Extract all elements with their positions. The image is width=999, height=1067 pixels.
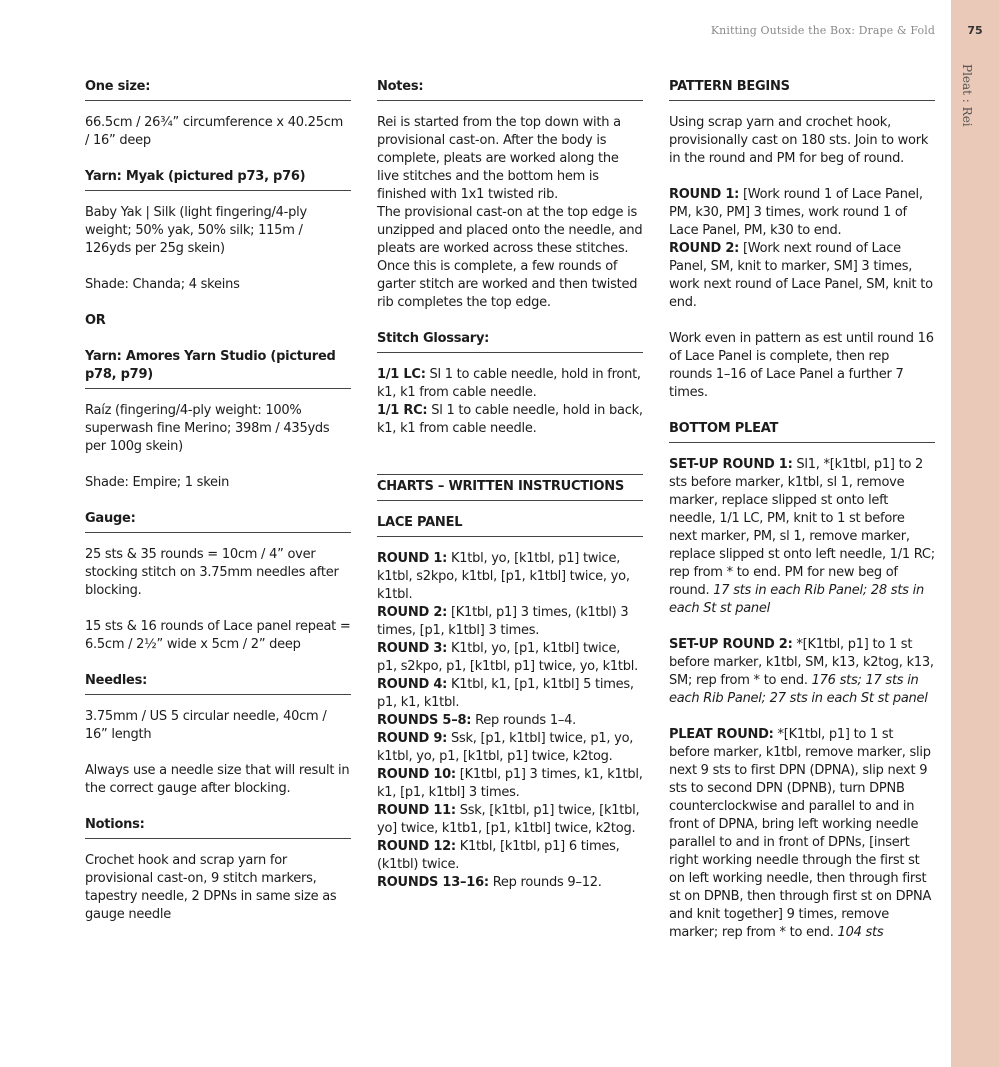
round-text: Rep rounds 1–4. xyxy=(471,713,577,728)
round-label: ROUND 2: xyxy=(377,605,448,620)
needles-text-1: 3.75mm / US 5 circular needle, 40cm / 16” length xyxy=(85,709,327,742)
side-tab xyxy=(951,0,999,1067)
round-text: Rep rounds 9–12. xyxy=(488,875,602,890)
round-label: ROUND 9: xyxy=(377,731,448,746)
round-instruction xyxy=(377,802,643,838)
round-label: PLEAT ROUND: xyxy=(669,727,774,742)
round-label: ROUND 1: xyxy=(377,551,448,566)
glossary-item xyxy=(377,402,643,438)
lace-panel-heading: LACE PANEL xyxy=(377,514,643,537)
setup-round-2 xyxy=(669,636,935,708)
gauge-text-2: 15 sts & 16 rounds of Lace panel repeat = 6.5cm / 2½” wide x 5cm / 2” deep xyxy=(85,619,351,652)
glossary-term: 1/1 RC: xyxy=(377,403,428,418)
round-text: K1tbl, yo, [p1, k1tbl] twice, p1, s2kpo, p1, [k1tbl, p1] twice, yo, k1tbl. xyxy=(377,641,638,674)
stitch-count: 17 sts in each Rib Panel; 28 sts in each St st panel xyxy=(669,583,924,616)
round-instruction xyxy=(377,640,643,676)
glossary-definition: Sl 1 to cable needle, hold in front, k1, k1 from cable needle. xyxy=(377,367,641,400)
round-instruction xyxy=(669,240,935,312)
running-head: Knitting Outside the Box: Drape & Fold xyxy=(710,24,935,37)
yarn2-text: Raíz (fingering/4-ply weight: 100% superwash fine Merino; 398m / 435yds per 100g skein) xyxy=(85,403,330,454)
round-label: ROUND 1: xyxy=(669,187,740,202)
round-instruction xyxy=(377,766,643,802)
round-label: ROUND 10: xyxy=(377,767,456,782)
round-text: [K1tbl, p1] 3 times, k1, k1tbl, k1, [p1, k1tbl] 3 times. xyxy=(377,767,643,800)
notes-text-1: Rei is started from the top down with a provisional cast-on. After the body is complete, pleats are worked along the live stitches and the bottom hem is finished with 1x1 twisted rib. xyxy=(377,115,621,202)
round-text: K1tbl, k1, [p1, k1tbl] 5 times, p1, k1, k1tbl. xyxy=(377,677,634,710)
stitch-count: 104 sts xyxy=(837,925,884,940)
round-label: ROUND 11: xyxy=(377,803,456,818)
notions-heading: Notions: xyxy=(85,816,351,839)
round-label: ROUNDS 5–8: xyxy=(377,713,472,728)
round-label: ROUND 4: xyxy=(377,677,448,692)
round-text: *[K1tbl, p1] to 1 st before marker, k1tbl, SM, k13, k2tog, k13, SM; rep from * to end. xyxy=(669,637,934,688)
charts-heading: CHARTS – WRITTEN INSTRUCTIONS xyxy=(377,474,643,501)
column-specs xyxy=(85,78,351,942)
round-label: ROUND 12: xyxy=(377,839,456,854)
glossary-definition: Sl 1 to cable needle, hold in back, k1, k1 from cable needle. xyxy=(377,403,643,436)
round-text: Ssk, [p1, k1tbl] twice, p1, yo, k1tbl, yo, p1, [k1tbl, p1] twice, k2tog. xyxy=(377,731,634,764)
stitch-count: 176 sts; 17 sts in each Rib Panel; 27 sts in each St st panel xyxy=(669,673,928,706)
page-number: 75 xyxy=(967,24,983,37)
round-text: *[K1tbl, p1] to 1 st before marker, k1tbl, remove marker, slip next 9 sts to first DPN (DPNA), slip next 9 sts to second DPN (DPNB), turn DPNB counterclockwise and parallel to and in front of DPNA, bring left working needle parallel to and in front of DPNs, [insert right working needle through the first st on left working needle, then through first st on DPNB, then through first st on DPNA and knit together] 9 times, remove marker; rep from * to end. xyxy=(669,727,932,940)
round-instruction xyxy=(377,604,643,640)
round-instruction xyxy=(377,838,643,874)
yarn2-shade: Shade: Empire; 1 skein xyxy=(85,475,230,490)
round-instruction xyxy=(377,550,643,604)
gauge-heading: Gauge: xyxy=(85,510,351,533)
yarn2-heading: Yarn: Amores Yarn Studio (pictured p78, p79) xyxy=(85,348,351,389)
round-text: K1tbl, [k1tbl, p1] 6 times, (k1tbl) twice. xyxy=(377,839,620,872)
round-text: [K1tbl, p1] 3 times, (k1tbl) 3 times, [p1, k1tbl] 3 times. xyxy=(377,605,629,638)
yarn1-shade: Shade: Chanda; 4 skeins xyxy=(85,277,240,292)
round-label: ROUND 2: xyxy=(669,241,740,256)
pattern-heading: PATTERN BEGINS xyxy=(669,78,935,101)
notions-text: Crochet hook and scrap yarn for provisional cast-on, 9 stitch markers, tapestry needle, 2 DPNs in same size as gauge needle xyxy=(85,853,337,922)
glossary-item xyxy=(377,366,643,402)
round-label: ROUNDS 13–16: xyxy=(377,875,489,890)
round-instruction xyxy=(377,676,643,712)
size-heading: One size: xyxy=(85,78,351,101)
round-text: [Work round 1 of Lace Panel, PM, k30, PM] 3 times, work round 1 of Lace Panel, PM, k30 to end. xyxy=(669,187,923,238)
round-instruction xyxy=(377,730,643,766)
pleat-round xyxy=(669,726,935,942)
column-notes xyxy=(377,78,643,892)
round-text: Ssk, [k1tbl, p1] twice, [k1tbl, yo] twice, k1tb1, [p1, k1tbl] twice, k2tog. xyxy=(377,803,640,836)
setup-round-1 xyxy=(669,456,935,618)
gauge-text-1: 25 sts & 35 rounds = 10cm / 4” over stocking stitch on 3.75mm needles after blocking. xyxy=(85,547,339,598)
round-text: K1tbl, yo, [k1tbl, p1] twice, k1tbl, s2kpo, k1tbl, [p1, k1tbl] twice, yo, k1tbl. xyxy=(377,551,630,602)
needles-heading: Needles: xyxy=(85,672,351,695)
yarn1-heading: Yarn: Myak (pictured p73, p76) xyxy=(85,168,351,191)
round-instruction xyxy=(377,712,643,730)
pattern-text: Using scrap yarn and crochet hook, provisionally cast on 180 sts. Join to work in the round and PM for beg of round. xyxy=(669,115,929,166)
yarn1-text: Baby Yak | Silk (light fingering/4-ply weight; 50% yak, 50% silk; 115m / 126yds per 25g skein) xyxy=(85,205,307,256)
notes-text-2: The provisional cast-on at the top edge is unzipped and placed onto the needle, and pleats are worked across these stitches. Once this is complete, a few rounds of garter stitch are worked and then twisted rib completes the top edge. xyxy=(377,205,643,310)
or-text: OR xyxy=(85,313,106,328)
round-label: SET-UP ROUND 2: xyxy=(669,637,793,652)
bottom-pleat-heading: BOTTOM PLEAT xyxy=(669,420,935,443)
round-instruction xyxy=(377,874,643,892)
size-text: 66.5cm / 26¾” circumference x 40.25cm / 16” deep xyxy=(85,115,344,148)
round-label: SET-UP ROUND 1: xyxy=(669,457,793,472)
round-text: [Work next round of Lace Panel, SM, knit to marker, SM] 3 times, work next round of Lace Panel, SM, knit to end. xyxy=(669,241,933,310)
glossary-heading: Stitch Glossary: xyxy=(377,330,643,353)
notes-heading: Notes: xyxy=(377,78,643,101)
needles-text-2: Always use a needle size that will result in the correct gauge after blocking. xyxy=(85,763,350,796)
round-text: Sl1, *[k1tbl, p1] to 2 sts before marker, k1tbl, sl 1, remove marker, replace slipped st onto left needle, 1/1 LC, PM, knit to 1 st before next marker, PM, sl 1, remove marker, replace slipped st onto left needle, 1/1 RC; rep from * to end. PM for new beg of round. xyxy=(669,457,935,598)
round-instruction xyxy=(669,186,935,240)
glossary-term: 1/1 LC: xyxy=(377,367,426,382)
round-label: ROUND 3: xyxy=(377,641,448,656)
column-pattern xyxy=(669,78,935,960)
work-even-text: Work even in pattern as est until round 16 of Lace Panel is complete, then rep rounds 1–16 of Lace Panel a further 7 times. xyxy=(669,331,934,400)
section-label: Pleat : Rei xyxy=(960,64,974,127)
